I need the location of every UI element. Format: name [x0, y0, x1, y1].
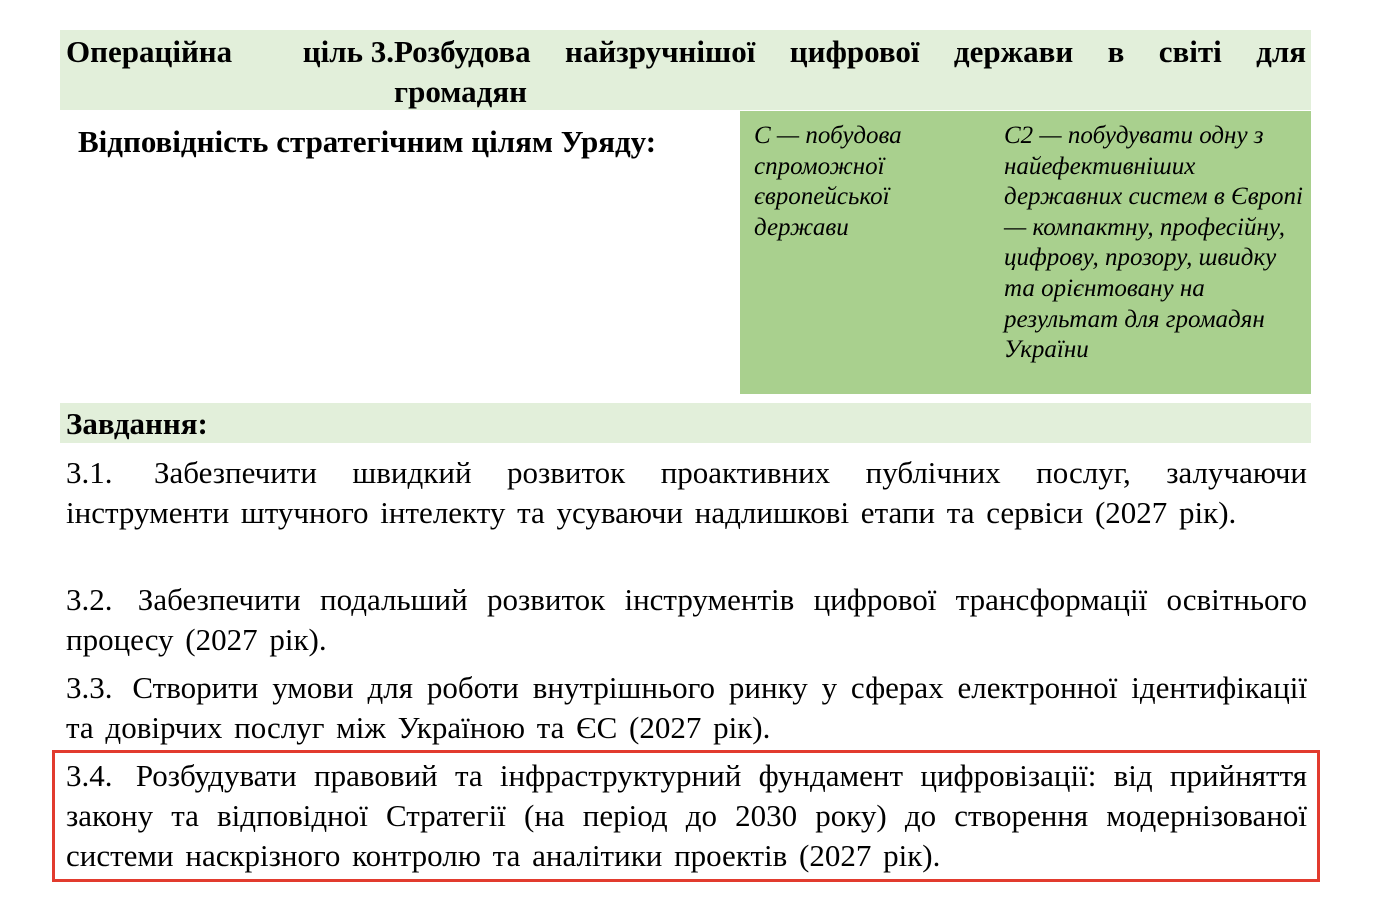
task-number: 3.3.: [66, 670, 113, 705]
task-item-3-1: [66, 453, 1307, 533]
strategic-goal-c: С — побудова спроможної європейської держави: [754, 122, 902, 241]
goal-title-text: Розбудова найзручнішої цифрової держави в світі для громадян: [394, 34, 1306, 109]
goal-title: [66, 32, 1306, 112]
task-number: 3.4.: [66, 758, 113, 793]
task-text: Забезпечити подальший розвиток інструментів цифрової трансформації освітнього процесу (2027 рік).: [66, 582, 1307, 657]
task-item-3-2: [66, 580, 1307, 660]
task-text: Забезпечити швидкий розвиток проактивних публічних послуг, залучаючи інструменти штучного інтелекту та усуваючи надлишкові етапи та сервіси (2027 рік).: [66, 455, 1307, 530]
task-text: Розбудувати правовий та інфраструктурний фундамент цифровізації: від прийняття закону та відповідної Стратегії (на період до 2030 року) до створення модернізованої системи наскрізного контролю та аналітики проектів (2027 рік).: [66, 758, 1307, 873]
goal-prefix: [66, 32, 394, 112]
task-number: 3.2.: [66, 582, 113, 617]
tasks-heading: Завдання:: [66, 406, 208, 441]
strategic-goal-c2: С2 — побудувати одну з найефективніших державних систем в Європі — компактну, професійну, цифрову, прозору, швидку та орієнтовану на результат для громадян України: [1004, 122, 1303, 364]
task-item-3-4: [66, 756, 1307, 876]
goal-prefix-word: Операційна: [66, 34, 233, 69]
task-text: Створити умови для роботи внутрішнього ринку у сферах електронної ідентифікації та довірчих послуг між Україною та ЄС (2027 рік).: [66, 670, 1308, 745]
tasks-header-background: [60, 403, 1311, 443]
compliance-label: Відповідність стратегічним цілям Уряду:: [78, 124, 657, 159]
task-item-3-3: [66, 668, 1307, 748]
task-number: 3.1.: [66, 455, 113, 490]
goal-number: ціль 3.: [302, 34, 394, 69]
